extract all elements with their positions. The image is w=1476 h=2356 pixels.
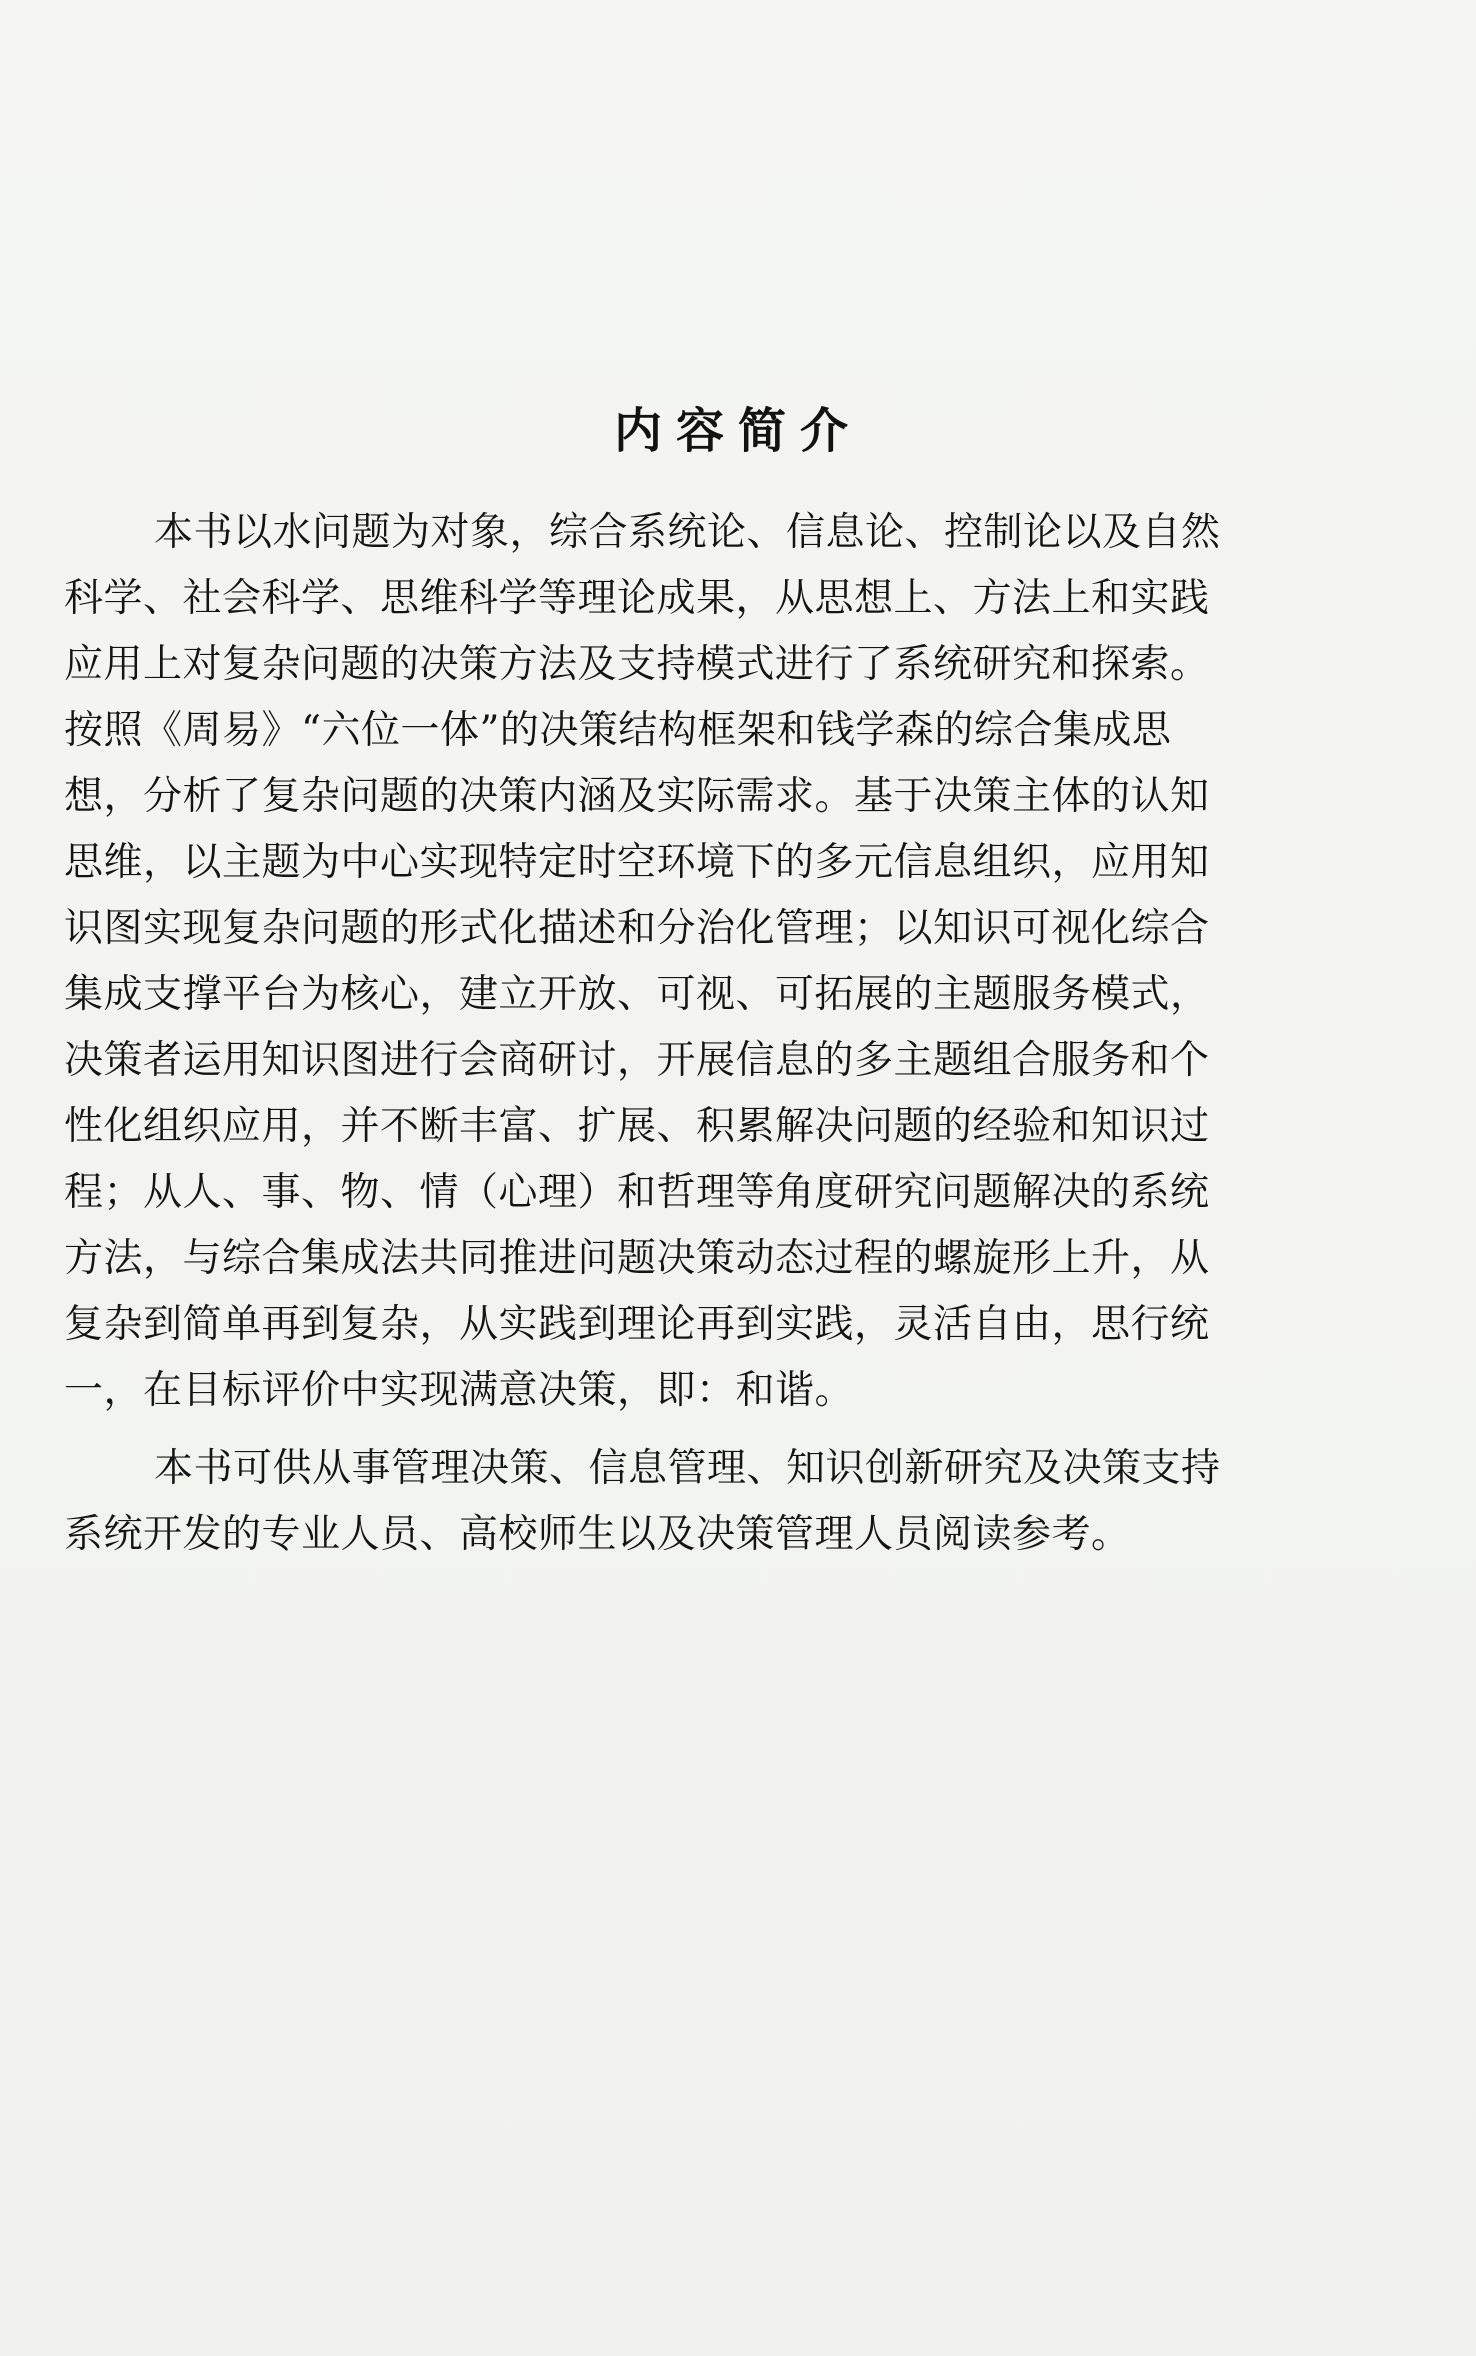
text-line: 按照《周易》“六位一体”的决策结构框架和钱学森的综合集成思 [64, 708, 1172, 753]
section-title: 内容简介 [613, 403, 862, 460]
text-line: 想，分析了复杂问题的决策内涵及实际需求。基于决策主体的认知 [64, 774, 1210, 819]
text-line: 决策者运用知识图进行会商研讨，开展信息的多主题组合服务和个 [64, 1038, 1210, 1083]
text-line: 性化组织应用，并不断丰富、扩展、积累解决问题的经验和知识过 [64, 1104, 1210, 1149]
text-line: 应用上对复杂问题的决策方法及支持模式进行了系统研究和探索。 [64, 642, 1210, 687]
text-line: 方法，与综合集成法共同推进问题决策动态过程的螺旋形上升，从 [64, 1236, 1210, 1281]
text-line: 系统开发的专业人员、高校师生以及决策管理人员阅读参考。 [64, 1512, 1131, 1557]
paragraph-audience [64, 1436, 1344, 1568]
text-line: 复杂到简单再到复杂，从实践到理论再到实践，灵活自由，思行统 [64, 1302, 1210, 1347]
summary-body [64, 500, 1344, 1568]
text-line: 本书可供从事管理决策、信息管理、知识创新研究及决策支持 [154, 1446, 1221, 1491]
text-line: 本书以水问题为对象，综合系统论、信息论、控制论以及自然 [154, 510, 1221, 555]
paragraph-main [64, 500, 1344, 1424]
text-line: 程；从人、事、物、情（心理）和哲理等角度研究问题解决的系统 [64, 1170, 1210, 1215]
text-line: 识图实现复杂问题的形式化描述和分治化管理；以知识可视化综合 [64, 906, 1210, 951]
text-line: 思维，以主题为中心实现特定时空环境下的多元信息组织，应用知 [64, 840, 1210, 885]
paragraph-gap [64, 1424, 1344, 1436]
text-line: 一，在目标评价中实现满意决策，即：和谐。 [64, 1368, 855, 1413]
text-line: 科学、社会科学、思维科学等理论成果，从思想上、方法上和实践 [64, 576, 1210, 621]
text-line: 集成支撑平台为核心，建立开放、可视、可拓展的主题服务模式， [64, 972, 1210, 1017]
